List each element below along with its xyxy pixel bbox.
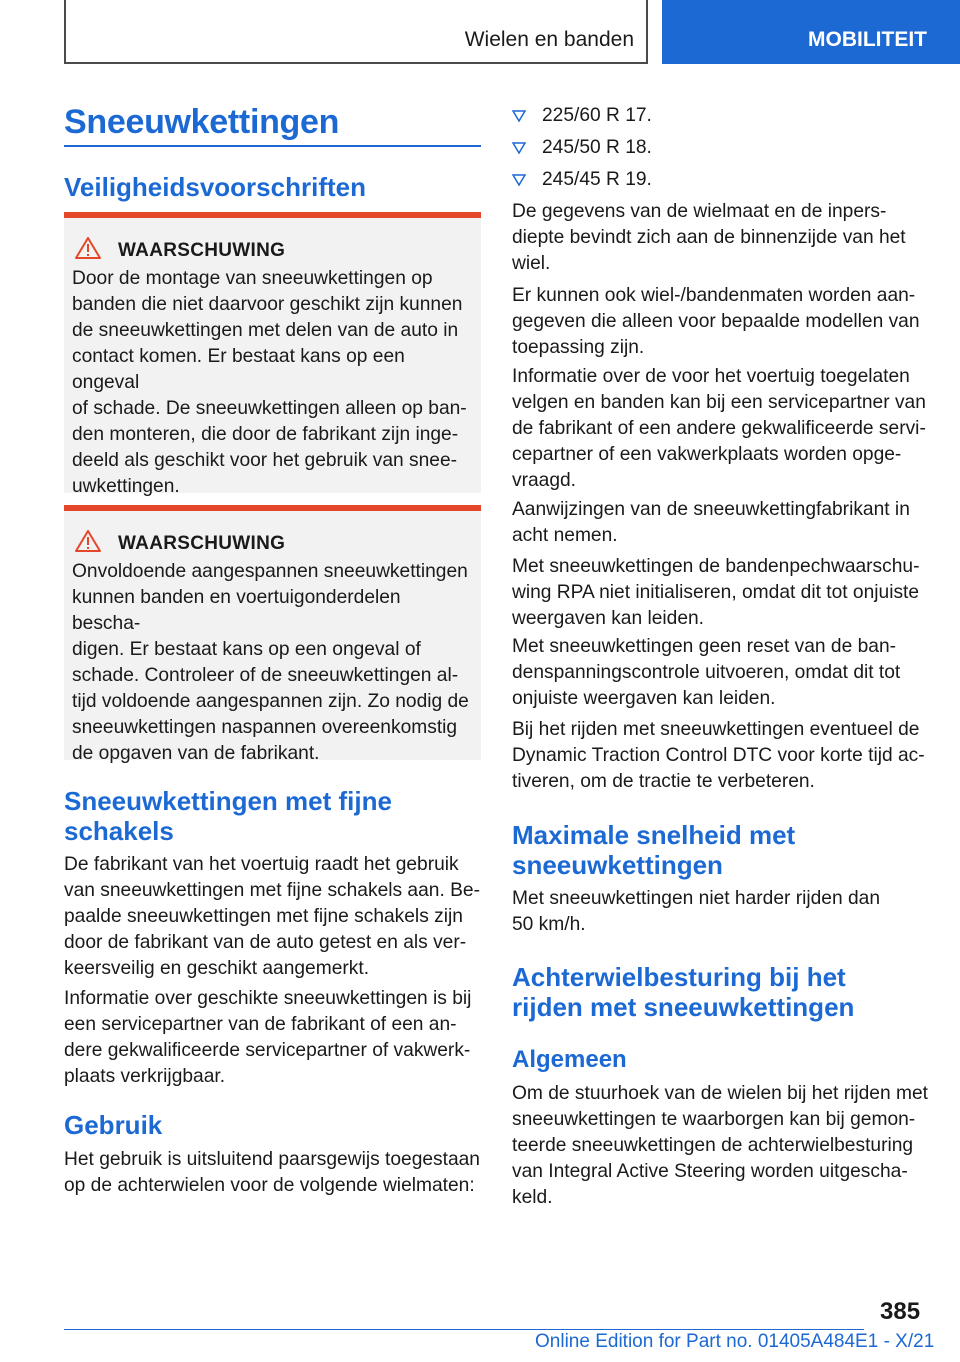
footer-edition: Online Edition for Part no. 01405A484E1 - X/21 — [535, 1331, 935, 1352]
heading-line: Sneeuwkettingen met fijne — [64, 786, 392, 816]
bullet-triangle-icon — [512, 141, 526, 155]
warning-box — [64, 505, 481, 764]
paragraph — [512, 1081, 960, 1211]
text-line: de fabrikant of een andere gekwalificeerde servi- — [512, 418, 926, 439]
max-speed-heading — [512, 820, 795, 880]
title-rule — [64, 145, 481, 147]
header-section: MOBILITEIT — [808, 28, 927, 51]
text-line: Het gebruik is uitsluitend paarsgewijs toegestaan — [64, 1149, 480, 1170]
warning-label: WAARSCHUWING — [118, 240, 286, 261]
text-line: plaats verkrijgbaar. — [64, 1066, 226, 1087]
page-title: Sneeuwkettingen — [64, 103, 340, 141]
text-line: Informatie over geschikte sneeuwkettingen is bij — [64, 988, 472, 1009]
text-line: keersveilig en geschikt aangemerkt. — [64, 958, 370, 979]
warning-line: banden die niet daarvoor geschikt zijn kunnen — [72, 294, 463, 315]
paragraph — [64, 852, 484, 982]
text-line: toepassing zijn. — [512, 337, 645, 358]
text-line: van Integral Active Steering worden uitgescha- — [512, 1161, 908, 1182]
page-number: 385 — [880, 1298, 921, 1325]
text-line: Er kunnen ook wiel-/bandenmaten worden aan- — [512, 285, 916, 306]
text-line: van sneeuwkettingen met fijne schakels aan. Be- — [64, 880, 480, 901]
wheel-size: 245/45 R 19. — [542, 169, 652, 190]
header-chapter-tab — [64, 0, 648, 64]
text-line: sneeuwkettingen te waarborgen kan bij gemon- — [512, 1109, 916, 1130]
text-line: paalde sneeuwkettingen met fijne schakels zijn — [64, 906, 463, 927]
rear-steering-heading — [512, 962, 854, 1022]
paragraph — [64, 1147, 484, 1199]
text-line: door de fabrikant van de auto getest en als ver- — [64, 932, 467, 953]
text-line: denspanningscontrole uitvoeren, omdat dit tot — [512, 662, 901, 683]
text-line: De fabrikant van het voertuig raadt het gebruik — [64, 854, 459, 875]
text-line: Om de stuurhoek van de wielen bij het rijden met — [512, 1083, 928, 1104]
text-line: vraagd. — [512, 470, 576, 491]
text-line: weergaven kan leiden. — [512, 608, 705, 629]
text-line: teerde sneeuwkettingen de achterwielbesturing — [512, 1135, 914, 1156]
text-line: cepartner of een vakwerkplaats worden opge- — [512, 444, 902, 465]
heading-line: sneeuwkettingen — [512, 850, 723, 880]
paragraph — [512, 634, 956, 712]
text-line: op de achterwielen voor de volgende wielmaten: — [64, 1175, 475, 1196]
warning-line: uwkettingen. — [72, 476, 180, 497]
text-line: Met sneeuwkettingen geen reset van de ban- — [512, 636, 897, 657]
wheel-size: 245/50 R 18. — [542, 137, 652, 158]
text-line: Met sneeuwkettingen de bandenpechwaarschu- — [512, 556, 920, 577]
paragraph — [512, 886, 956, 938]
fine-links-heading — [64, 786, 392, 846]
heading-line: Maximale snelheid met — [512, 820, 796, 850]
safety-heading: Veiligheidsvoorschriften — [64, 172, 366, 202]
paragraph — [512, 283, 956, 361]
heading-line: rijden met sneeuwkettingen — [512, 992, 855, 1022]
footer-rule — [64, 1329, 864, 1330]
heading-line: Achterwielbesturing bij het — [512, 962, 846, 992]
warning-line: tijd voldoende aangespannen zijn. Zo nodig de — [72, 691, 469, 712]
warning-line: den monteren, die door de fabrikant zijn inge- — [72, 424, 459, 445]
text-line: onjuiste weergaven kan leiden. — [512, 688, 776, 709]
paragraph — [512, 497, 956, 549]
warning-line: digen. Er bestaat kans op een ongeval of — [72, 639, 421, 660]
paragraph — [512, 199, 956, 277]
paragraph — [512, 717, 960, 795]
text-line: Dynamic Traction Control DTC voor korte tijd ac- — [512, 745, 925, 766]
text-line: gegeven die alleen voor bepaalde modellen van — [512, 311, 920, 332]
paragraph — [64, 986, 484, 1090]
warning-box — [64, 212, 481, 497]
text-line: De gegevens van de wielmaat en de inpers- — [512, 201, 887, 222]
text-line: dere gekwalificeerde servicepartner of vakwerk- — [64, 1040, 471, 1061]
text-line: een servicepartner van de fabrikant of een an- — [64, 1014, 457, 1035]
warning-line: schade. Controleer of de sneeuwkettingen al- — [72, 665, 459, 686]
warning-line: kunnen banden en voertuigonderdelen bescha- — [72, 587, 401, 634]
text-line: Met sneeuwkettingen niet harder rijden dan — [512, 888, 880, 909]
warning-triangle-icon — [74, 529, 102, 553]
bullet-triangle-icon — [512, 173, 526, 187]
text-line: keld. — [512, 1187, 553, 1208]
warning-triangle-icon — [74, 236, 102, 260]
text-line: Informatie over de voor het voertuig toegelaten — [512, 366, 910, 387]
paragraph — [512, 364, 956, 494]
warning-line: contact komen. Er bestaat kans op een ongeval — [72, 346, 405, 393]
wheel-size: 225/60 R 17. — [542, 105, 652, 126]
text-line: wing RPA niet initialiseren, omdat dit tot onjuiste — [512, 582, 920, 603]
header-chapter: Wielen en banden — [464, 28, 634, 51]
subheading: Algemeen — [512, 1046, 627, 1073]
warning-line: de sneeuwkettingen met delen van de auto in — [72, 320, 459, 341]
text-line: 50 km/h. — [512, 914, 586, 935]
text-line: velgen en banden kan bij een servicepartner van — [512, 392, 926, 413]
text-line: Bij het rijden met sneeuwkettingen eventueel de — [512, 719, 920, 740]
bullet-triangle-icon — [512, 109, 526, 123]
text-line: diepte bevindt zich aan de binnenzijde van het — [512, 227, 906, 248]
text-line: Aanwijzingen van de sneeuwkettingfabrikant in — [512, 499, 910, 520]
warning-line: deeld als geschikt voor het gebruik van snee- — [72, 450, 458, 471]
text-line: tiveren, om de tractie te verbeteren. — [512, 771, 815, 792]
warning-line: of schade. De sneeuwkettingen alleen op ban- — [72, 398, 467, 419]
warning-line: sneeuwkettingen naspannen overeenkomstig — [72, 717, 458, 738]
usage-heading: Gebruik — [64, 1110, 163, 1140]
warning-line: de opgaven van de fabrikant. — [72, 743, 320, 764]
warning-line: Onvoldoende aangespannen sneeuwkettingen — [72, 561, 468, 582]
text-line: acht nemen. — [512, 525, 618, 546]
text-line: wiel. — [512, 253, 551, 274]
warning-line: Door de montage van sneeuwkettingen op — [72, 268, 433, 289]
warning-label: WAARSCHUWING — [118, 533, 286, 554]
heading-line: schakels — [64, 816, 174, 846]
paragraph — [512, 554, 956, 632]
header-section-tab — [662, 0, 960, 64]
